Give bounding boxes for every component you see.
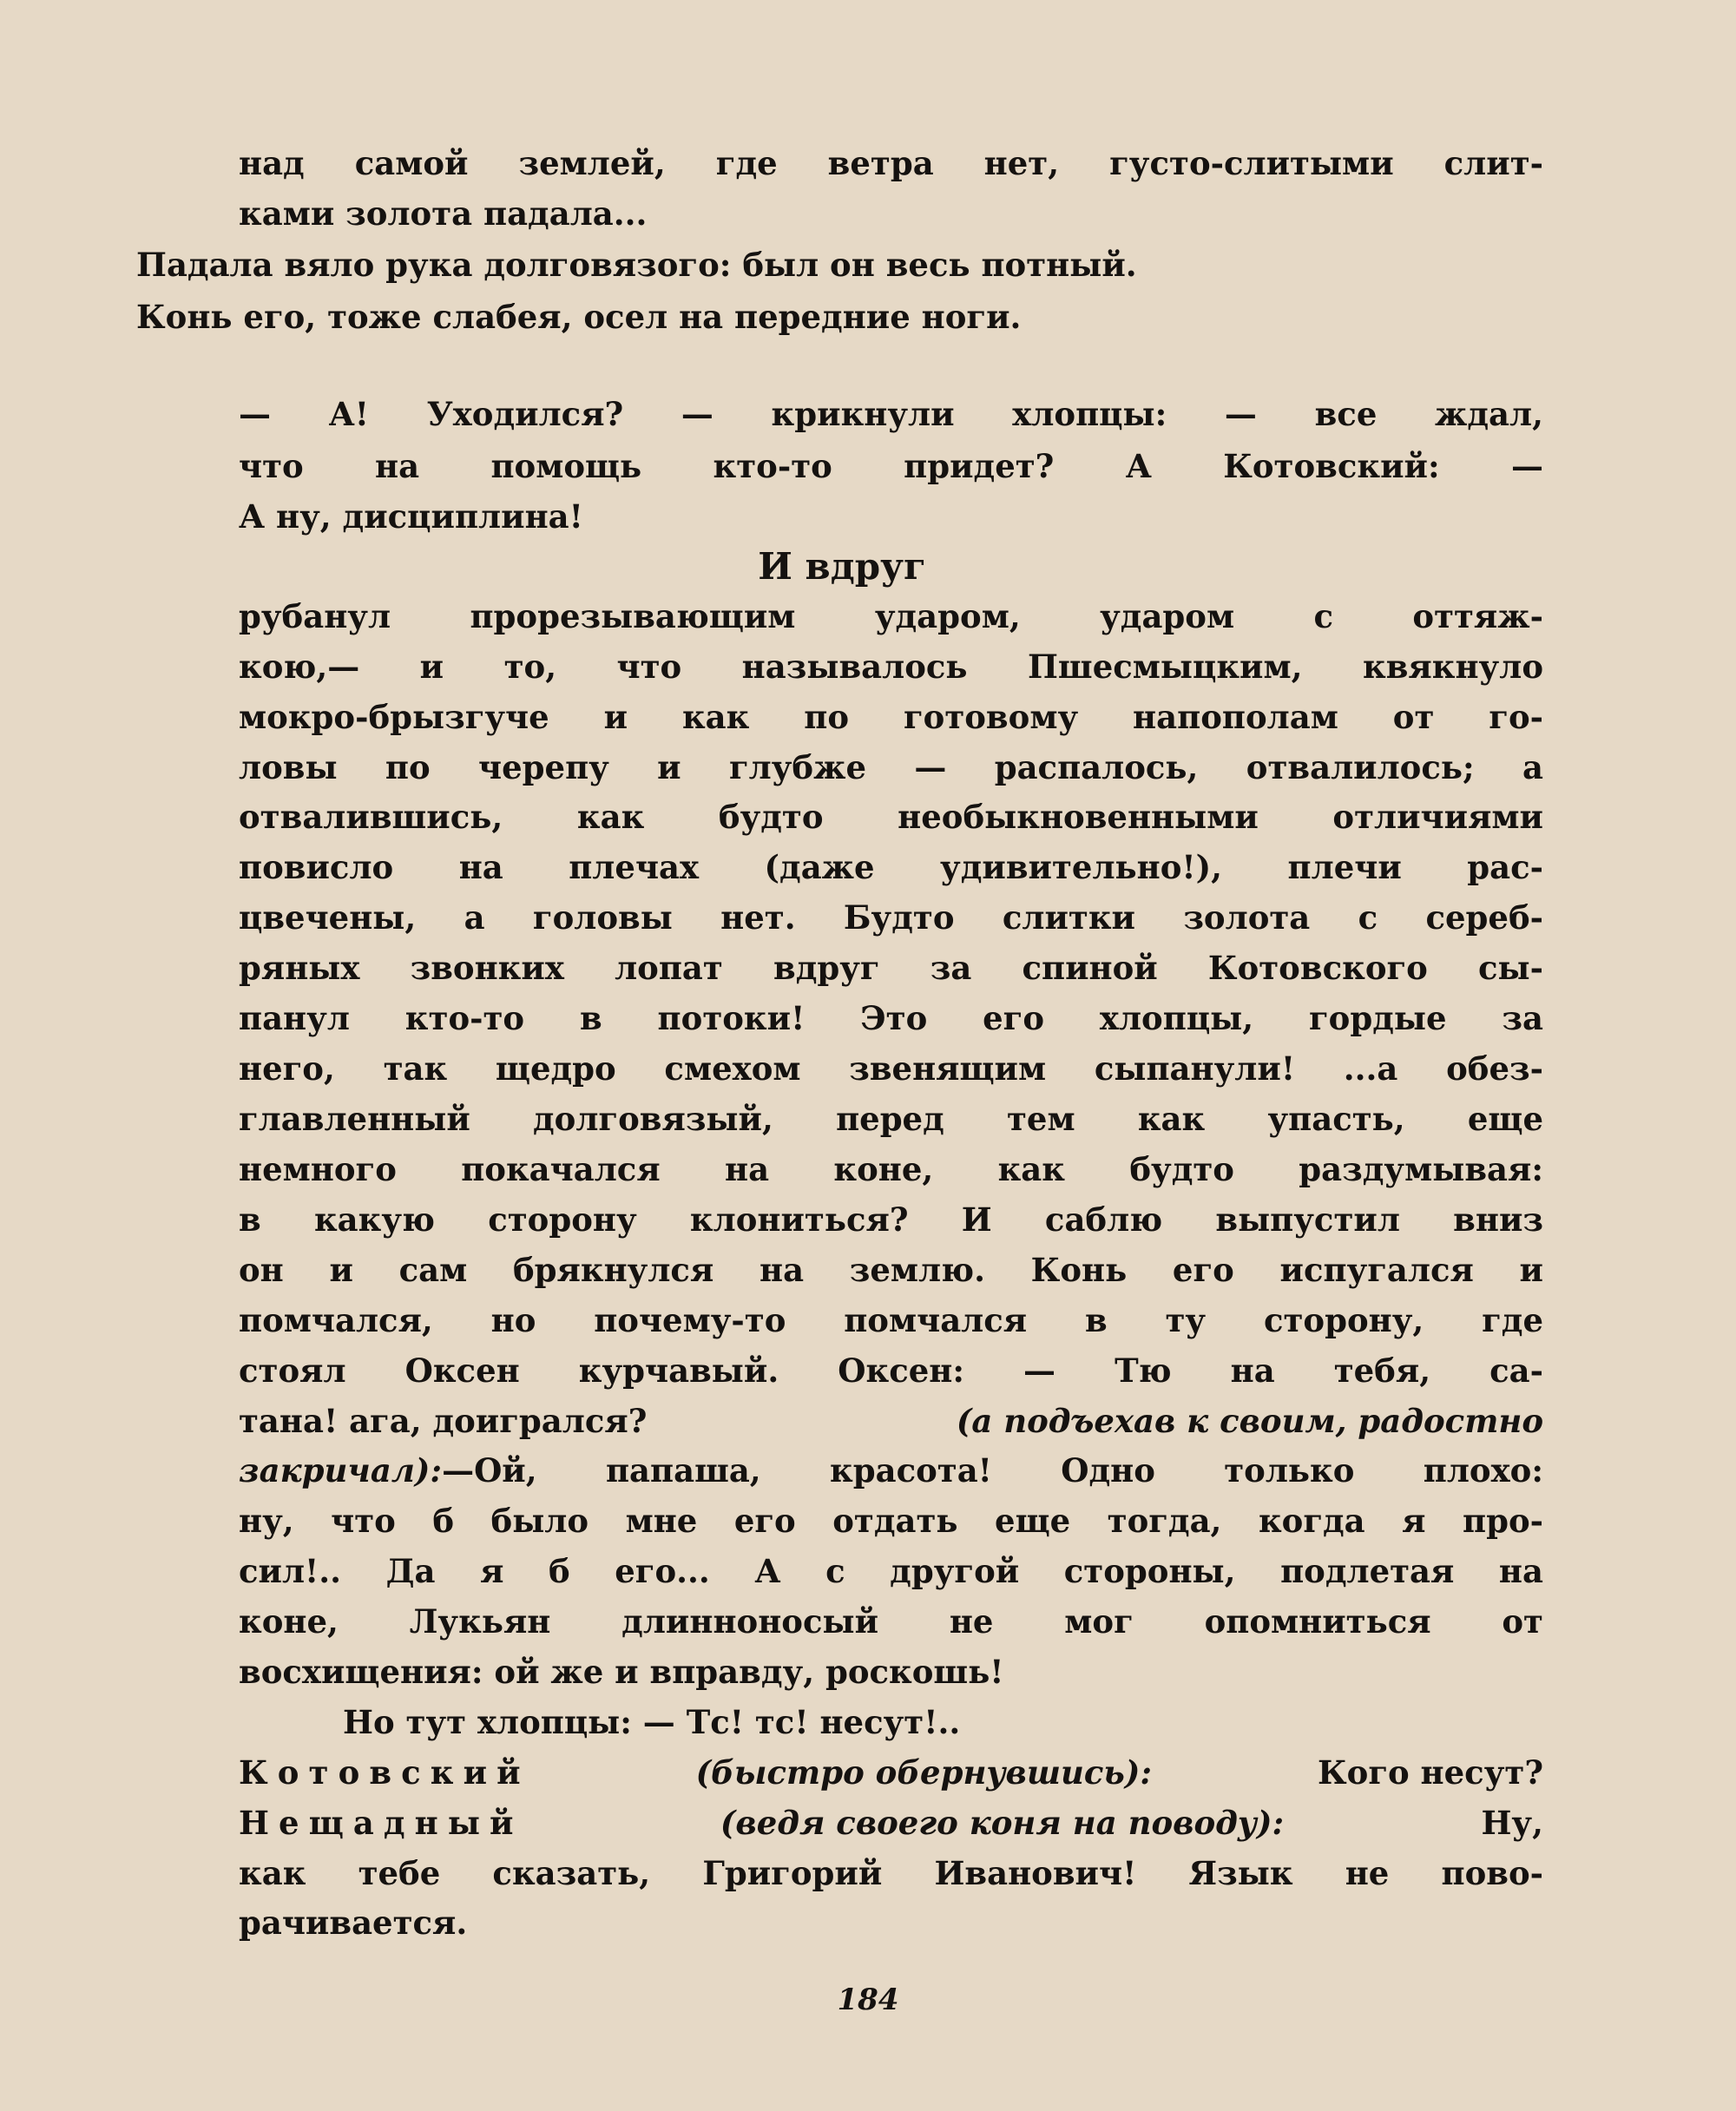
text-run: тана! ага, доигрался? [239, 1402, 648, 1440]
stage-direction: (а подъехав к своим, радостно [956, 1402, 1543, 1440]
text-line: кою,— и то, что называлось Пшесмыцким, квякнуло [239, 648, 1543, 686]
text-line: сил!.. Да я б его... А с другой стороны, подлетая на [239, 1552, 1543, 1590]
text-line [239, 1451, 1543, 1490]
text-line: повисло на плечах (даже удивительно!), плечи рас- [239, 848, 1543, 886]
text-line: отвалившись, как будто необыкновенными отличиями [239, 798, 1543, 836]
text-line [239, 1753, 1543, 1792]
text-line: стоял Оксен курчавый. Оксен: — Тю на тебя, са- [239, 1351, 1543, 1390]
text-line: он и сам брякнулся на землю. Конь его испугался и [239, 1251, 1543, 1289]
text-line [239, 1402, 1543, 1440]
text-line: — А! Уходился? — крикнули хлопцы: — все ждал, [239, 395, 1543, 433]
text-line: главленный долговязый, перед тем как упасть, еще [239, 1100, 1543, 1138]
text-run: Ну, [1481, 1804, 1543, 1842]
stage-direction: закричал): [239, 1451, 443, 1490]
text-line: в какую сторону клониться? И саблю выпустил вниз [239, 1200, 1543, 1239]
text-line: над самой землей, где ветра нет, густо-слитыми слит- [239, 144, 1543, 182]
text-line: А ну, дисциплина! [239, 497, 583, 536]
speaker-name: Котовский [239, 1753, 530, 1792]
text-line: Падала вяло рука долговязого: был он весь потный. [136, 246, 1137, 284]
text-line: панул кто-то в потоки! Это его хлопцы, гордые за [239, 999, 1543, 1037]
text-line: рачивается. [239, 1904, 468, 1942]
text-line: немного покачался на коне, как будто раздумывая: [239, 1150, 1543, 1188]
text-line: восхищения: ой же и вправду, роскошь! [239, 1653, 1004, 1691]
text-line: что на помощь кто-то придет? А Котовский: — [239, 447, 1543, 485]
text-run: —Ой, папаша, красота! Одно только плохо: [442, 1451, 1543, 1490]
page-number: 184 [837, 1983, 899, 2017]
text-line: мокро-брызгуче и как по готовому напополам от го- [239, 698, 1543, 736]
text-line: ловы по черепу и глубже — распалось, отвалилось; а [239, 748, 1543, 786]
text-line: помчался, но почему-то помчался в ту сторону, где [239, 1301, 1543, 1339]
text-line: цвечены, а головы нет. Будто слитки золота с сереб- [239, 898, 1543, 937]
text-line: коне, Лукьян длинноносый не мог опомниться от [239, 1602, 1543, 1641]
text-line: рубанул прорезывающим ударом, ударом с оттяж- [239, 597, 1543, 635]
text-line: него, так щедро смехом звенящим сыпанули! ...а обез- [239, 1049, 1543, 1088]
stage-direction: (ведя своего коня на поводу): [720, 1804, 1285, 1842]
speaker-name: Нещадный [239, 1804, 523, 1842]
text-run: Кого несут? [1317, 1753, 1543, 1792]
stage-direction: (быстро обернувшись): [695, 1753, 1153, 1792]
text-line: Но тут хлопцы: — Тс! тс! несут!.. [343, 1703, 961, 1741]
text-line: И вдруг [758, 545, 926, 588]
text-line: Конь его, тоже слабея, осел на передние ноги. [136, 298, 1022, 336]
text-line: ряных звонких лопат вдруг за спиной Котовского сы- [239, 949, 1543, 987]
text-line: ну, что б было мне его отдать еще тогда, когда я про- [239, 1502, 1543, 1540]
text-line: ками золота падала... [239, 194, 648, 233]
text-line: как тебе сказать, Григорий Иванович! Язык не пово- [239, 1854, 1543, 1892]
text-line [239, 1804, 1543, 1842]
